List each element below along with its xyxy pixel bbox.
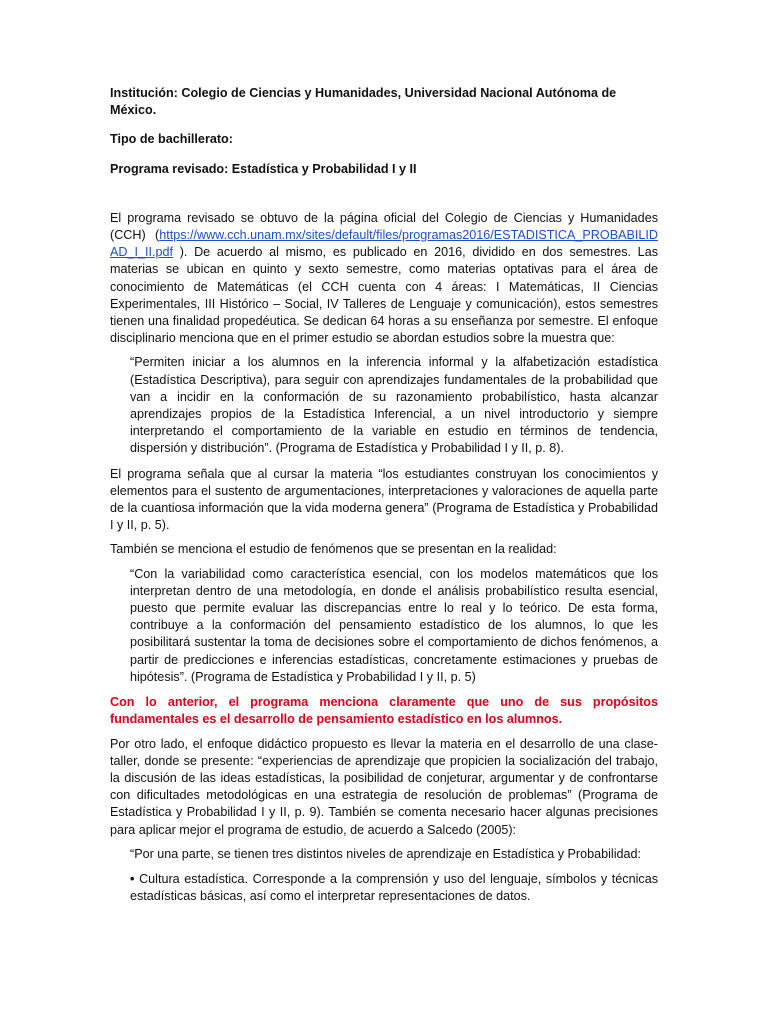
institution-line: Institución: Colegio de Ciencias y Humanidades, Universidad Nacional Autónoma de México.: [110, 86, 617, 118]
highlighted-conclusion: Con lo anterior, el programa menciona claramente que uno de sus propósitos fundamentales es el desarrollo de pensamiento estadístico en los alumnos.: [110, 695, 658, 727]
intro-paragraph: [110, 210, 658, 348]
intro-text-after-link: ). De acuerdo al mismo, es publicado en 2016, dividido en dos semestres. Las materias se ubican en quinto y sexto semestre, como materias optativas para el área de conocimiento de Matemáticas (el CCH cuenta con 4 áreas: I Matemáticas, II Ciencias Experimentales, III Histórico – Social, IV Talleres de Lenguaje y comunicación), estos semestres tienen una finalidad propedéutica. Se dedican 64 horas a su enseñanza por semestre. El enfoque disciplinario menciona que en el primer estudio se abordan estudios sobre la muestra que:: [110, 245, 658, 346]
program-pdf-link[interactable]: https://www.cch.unam.mx/sites/default/files/programas2016/ESTADISTICA_PROBABILIDAD_I_II.pdf: [110, 228, 658, 260]
section-spacer: [110, 190, 658, 210]
paragraph-program-purpose: El programa señala que al cursar la materia “los estudiantes construyan los conocimientos y elementos para el sustento de argumentaciones, interpretaciones y valoraciones de aquella parte de la cuantiosa información que la vida moderna genera” (Programa de Estadística y Probabilidad I y II, p. 5).: [110, 466, 658, 533]
bullet-symbol: •: [130, 871, 135, 886]
quote-learning-levels: “Por una parte, se tienen tres distintos niveles de aprendizaje en Estadística y Probabilidad:: [130, 846, 642, 861]
bullet-text: Cultura estadística. Corresponde a la comprensión y uso del lenguaje, símbolos y técnicas estadísticas básicas, así como el interpretar representaciones de datos.: [130, 871, 659, 904]
program-line: Programa revisado: Estadística y Probabilidad I y II: [110, 161, 417, 176]
paragraph-phenomena: También se menciona el estudio de fenómenos que se presentan en la realidad:: [110, 542, 557, 557]
paragraph-didactic-approach: Por otro lado, el enfoque didáctico propuesto es llevar la materia en el desarrollo de una clase-taller, donde se presente: “experiencias de aprendizaje que propicien la socialización del trabajo, la discusión de las ideas estadísticas, la posibilidad de conjeturar, argumentar y de confrontarse con dificultades metodológicas en una estrategia de resolución de problemas” (Programa de Estadística y Probabilidad I y II, p. 9). También se comenta necesario hacer algunas precisiones para aplicar mejor el programa de estudio, de acuerdo a Salcedo (2005):: [110, 736, 658, 837]
bullet-statistical-culture: [130, 871, 658, 905]
quote-variability: “Con la variabilidad como característica esencial, con los modelos matemáticos que los interpretan dentro de una metodología, en donde el análisis probabilístico resulta esencial, puesto que permite evaluar las discrepancias entre lo real y lo teórico. De esta forma, contribuye a la conformación del pensamiento estadístico de los alumnos, lo que les posibilitará sustentar la toma de decisiones sobre el comportamiento de dichos fenómenos, a partir de predicciones e inferencias estadísticas, concretamente estimaciones y pruebas de hipótesis”. (Programa de Estadística y Probabilidad I y II, p. 5): [130, 566, 658, 684]
quote-inference: “Permiten iniciar a los alumnos en la inferencia informal y la alfabetización estadística (Estadística Descriptiva), para seguir con aprendizajes fundamentales de la probabilidad que van a incidir en la conformación de su razonamiento probabilístico, hasta alcanzar aprendizajes propios de la Estadística Inferencial, a un nivel introductorio y siempre interpretando el comportamiento de la variable en estudio en términos de tendencia, dispersión y distribución”. (Programa de Estadística y Probabilidad I y II, p. 8).: [130, 355, 658, 456]
intro-text-before-link: El programa revisado se obtuvo de la página oficial del Colegio de Ciencias y Humanidades (CCH) (: [110, 210, 658, 243]
bachillerato-type-line: Tipo de bachillerato:: [110, 132, 233, 147]
document-page: [110, 85, 658, 913]
